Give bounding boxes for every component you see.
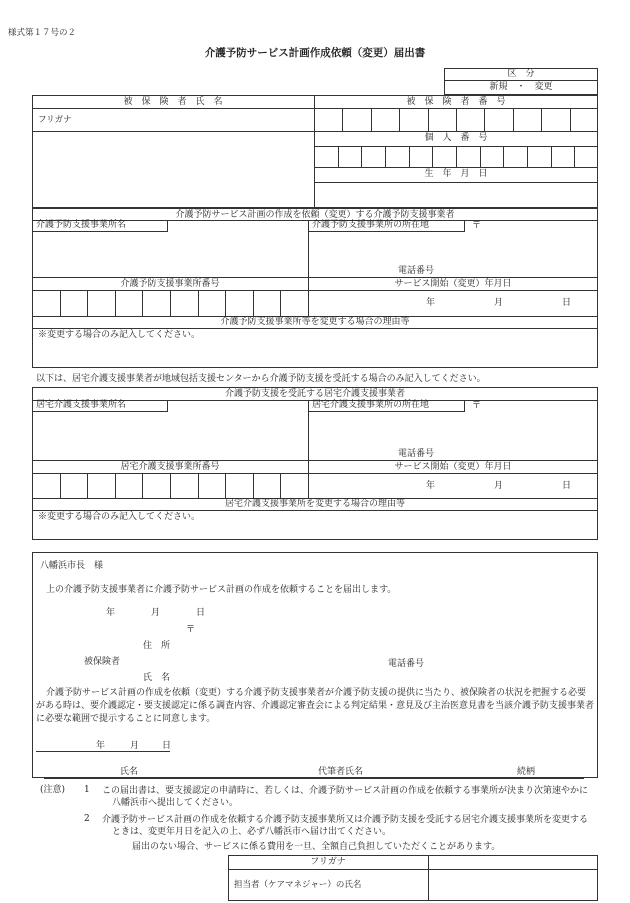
s2-office-number-digit-cell[interactable]	[33, 474, 59, 497]
decl-insured-label: 被保険者	[84, 657, 121, 667]
addressee: 八幡浜市長 様	[40, 561, 104, 571]
s2-office-number-digit-cell[interactable]	[199, 474, 225, 497]
cm-furigana-label: フリガナ	[310, 857, 346, 867]
sig-day: 日	[162, 741, 172, 751]
s2-office-number-digit-cell[interactable]	[116, 474, 142, 497]
kubun-label: 区 分	[507, 69, 535, 79]
insured-number-digit-cell[interactable]	[485, 109, 511, 130]
s1-office-name-field[interactable]	[36, 234, 304, 274]
note-1-number: 1	[84, 785, 90, 795]
s2-office-number-digit-cell[interactable]	[254, 474, 280, 497]
insured-number-digit-cell[interactable]	[400, 109, 426, 130]
proxy-name-label: 代筆者氏名	[318, 767, 364, 777]
insured-number-digit-cell[interactable]	[372, 109, 398, 130]
note-2-number: 2	[84, 814, 90, 824]
s2-office-name-label: 居宅介護支援事業所名	[32, 400, 168, 412]
s2-month: 月	[494, 481, 504, 491]
dob-field[interactable]	[316, 184, 596, 206]
decl-year: 年	[106, 608, 116, 618]
s1-service-start-label: サービス開始（変更）年月日	[394, 279, 512, 289]
personal-number-digit-cell[interactable]	[339, 147, 361, 166]
s1-office-number-digit-cell[interactable]	[116, 291, 142, 315]
personal-number-digit-cell[interactable]	[504, 147, 526, 166]
insured-number-digit-cell[interactable]	[571, 109, 597, 130]
s1-address-field[interactable]	[312, 234, 594, 262]
cm-name-label: 担当者（ケアマネジャー）の氏名	[234, 880, 362, 890]
s2-postal-mark: 〒	[472, 401, 482, 411]
furigana-label: フリガナ	[38, 115, 72, 125]
personal-number-digit-cell[interactable]	[386, 147, 408, 166]
insured-number-digit-cell[interactable]	[429, 109, 455, 130]
form-id: 様式第１７号の２	[8, 28, 77, 38]
s2-service-start-label: サービス開始（変更）年月日	[394, 462, 512, 472]
s1-phone-label: 電話番号	[398, 266, 435, 276]
s1-office-number-digit-cell[interactable]	[61, 291, 87, 315]
section1-header: 介護予防サービス計画の作成を依頼（変更）する介護予防支援事業者	[175, 210, 455, 220]
s1-office-number-digit-cell[interactable]	[254, 291, 280, 315]
s2-office-number-digit-cell[interactable]	[88, 474, 114, 497]
s2-office-number-digit-cell[interactable]	[171, 474, 197, 497]
s2-address-field[interactable]	[312, 414, 594, 444]
consent-text: 介護予防サービス計画の作成を依頼（変更）する介護予防支援事業者が介護予防支援の提供に当たり、被保険者の状況を把握する必要がある時は、要介護認定・要支援認定に係る調査内容、介護認定審査会による判定結果・意見及び主治医意見書を当該介護予防支援事業者に必要な範囲で提示することに同意します。	[36, 688, 595, 724]
cm-furigana-field[interactable]	[430, 857, 596, 867]
decl-postal-mark: 〒	[186, 625, 196, 635]
s2-office-number-digit-cell[interactable]	[143, 474, 169, 497]
personal-number-digit-cell[interactable]	[410, 147, 432, 166]
s1-office-number-digit-cell[interactable]	[171, 291, 197, 315]
insured-number-digit-cell[interactable]	[315, 109, 341, 130]
insured-number-digit-cell[interactable]	[514, 109, 540, 130]
insured-name-label: 被 保 険 者 氏 名	[123, 97, 223, 107]
s1-reason-header: 介護予防支援事業所等を変更する場合の理由等	[220, 317, 410, 327]
cm-name-field[interactable]	[430, 871, 596, 899]
section2-header: 介護予防支援を受託する居宅介護支援事業者	[224, 389, 405, 399]
s1-reason-note: ※変更する場合のみ記入してください。	[38, 330, 201, 340]
declaration-statement: 上の介護予防支援事業者に介護予防サービス計画の作成を依頼することを届出します。	[46, 585, 397, 595]
s1-postal-mark: 〒	[472, 221, 482, 231]
s2-office-number-digit-cell[interactable]	[61, 474, 87, 497]
decl-day: 日	[196, 608, 206, 618]
personal-number-digit-cell[interactable]	[552, 147, 574, 166]
kubun-select[interactable]: 新規 ・ 変更	[489, 82, 553, 92]
s1-office-number-digit-cell[interactable]	[33, 291, 59, 315]
s1-year: 年	[426, 298, 436, 308]
s2-day: 日	[562, 481, 572, 491]
insured-number-digit-cell[interactable]	[457, 109, 483, 130]
s1-day: 日	[562, 298, 572, 308]
personal-number-label: 個 人 番 号	[424, 133, 488, 143]
s1-office-number-digit-cell[interactable]	[143, 291, 169, 315]
s1-address-label: 介護予防支援事業所の所在地	[308, 220, 465, 232]
insured-number-digit-cell[interactable]	[542, 109, 568, 130]
insured-number-digit-cell[interactable]	[343, 109, 369, 130]
s2-reason-note: ※変更する場合のみ記入してください。	[38, 512, 201, 522]
personal-number-digit-cell[interactable]	[481, 147, 503, 166]
personal-number-digit-cell[interactable]	[528, 147, 550, 166]
section2-intro: 以下は、居宅介護支援事業者が地域包括支援センターから介護予防支援を受託する場合のみ記入してください。	[36, 374, 486, 384]
s2-year: 年	[426, 481, 436, 491]
decl-name-label: 氏 名	[143, 673, 171, 683]
note-2: 介護予防サービス計画の作成を依頼する介護予防支援事業所又は介護予防支援を受託する居宅介護支援事業所を変更するときは、変更年月日を記入の上、必ず八幡浜市へ届け出てください。	[102, 815, 589, 837]
s2-phone-label: 電話番号	[398, 449, 435, 459]
personal-number-digit-cell[interactable]	[362, 147, 384, 166]
page-title: 介護予防サービス計画作成依頼（変更）届出書	[204, 47, 426, 59]
notes-label: (注意)	[40, 785, 66, 795]
note-3: 届出のない場合、サービスに係る費用を一旦、全額自己負担していただくことがあります。	[132, 842, 501, 852]
personal-number-digit-cell[interactable]	[457, 147, 479, 166]
sig-name-label: 氏名	[120, 767, 139, 777]
s1-month: 月	[494, 298, 504, 308]
insured-number-label: 被 保 険 者 番 号	[406, 97, 506, 107]
s2-office-name-field[interactable]	[36, 414, 304, 454]
s2-office-number-digit-cell[interactable]	[226, 474, 252, 497]
s1-office-number-digit-cell[interactable]	[199, 291, 225, 315]
decl-phone-label: 電話番号	[388, 659, 425, 669]
s1-office-number-digit-cell[interactable]	[226, 291, 252, 315]
decl-month: 月	[151, 608, 161, 618]
personal-number-digit-cell[interactable]	[433, 147, 455, 166]
personal-number-digit-cell[interactable]	[315, 147, 337, 166]
s1-office-number-digit-cell[interactable]	[88, 291, 114, 315]
relation-label: 続柄	[517, 767, 536, 777]
s1-reason-field[interactable]	[36, 342, 594, 366]
s2-office-number-label: 居宅介護支援事業所番号	[120, 462, 220, 472]
dob-label: 生 年 月 日	[424, 169, 488, 179]
s1-office-name-label: 介護予防支援事業所名	[32, 220, 168, 232]
sig-year: 年	[96, 741, 106, 751]
decl-address-label: 住 所	[143, 641, 171, 651]
s2-address-label: 居宅介護支援事業所の所在地	[308, 400, 465, 412]
s1-office-number-digit-cell[interactable]	[281, 291, 307, 315]
personal-number-digit-cell[interactable]	[575, 147, 597, 166]
s1-office-number-label: 介護予防支援事業所番号	[120, 279, 220, 289]
note-1: この届出書は、要支援認定の申請時に、若しくは、介護予防サービス計画の作成を依頼する事業所が決まり次第速やかに八幡浜市へ提出してください。	[102, 786, 589, 808]
s2-reason-field[interactable]	[36, 524, 594, 538]
sig-month: 月	[130, 741, 140, 751]
s2-reason-header: 居宅介護支援事業所を変更する場合の理由等	[224, 499, 405, 509]
decl-address-field[interactable]	[200, 636, 580, 652]
s2-office-number-digit-cell[interactable]	[281, 474, 307, 497]
insured-name-field[interactable]	[36, 133, 310, 205]
